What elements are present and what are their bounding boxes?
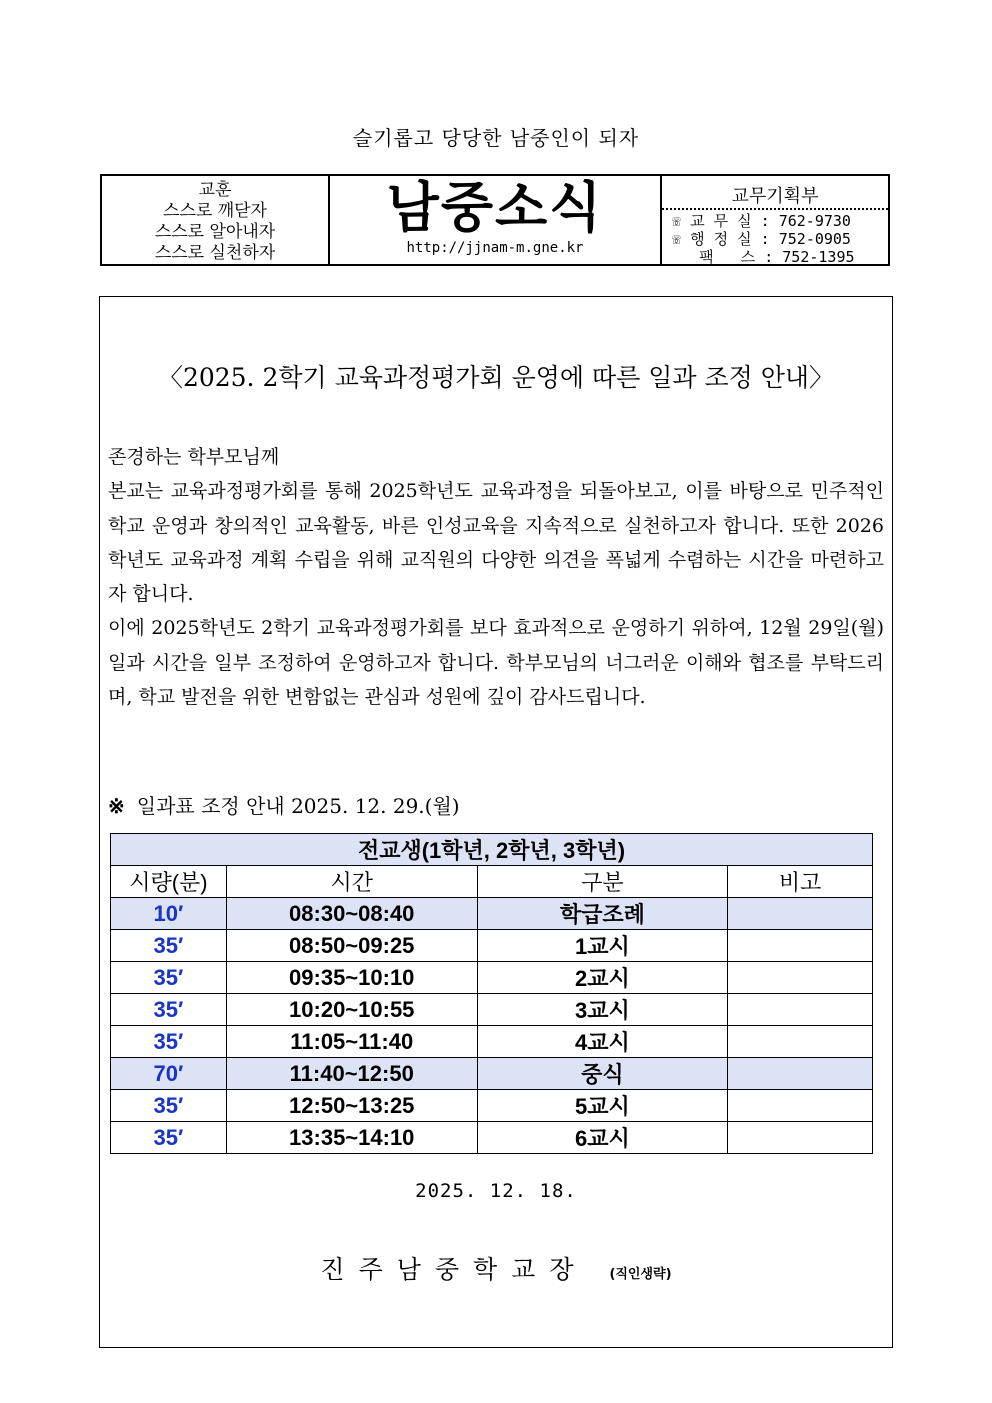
note-cell xyxy=(728,930,873,962)
category-cell: 6교시 xyxy=(477,1122,728,1154)
duration-cell: 35′ xyxy=(111,1026,227,1058)
schedule-section-heading xyxy=(108,790,460,819)
time-cell: 12:50~13:25 xyxy=(226,1090,477,1122)
motto-title: 교훈 xyxy=(198,180,232,200)
category-cell: 5교시 xyxy=(477,1090,728,1122)
duration-cell: 10′ xyxy=(111,898,227,930)
category-cell: 1교시 xyxy=(477,930,728,962)
table-row xyxy=(111,1026,873,1058)
reference-mark-icon: ※ xyxy=(108,794,125,818)
category-cell: 중식 xyxy=(477,1058,728,1090)
duration-cell: 35′ xyxy=(111,994,227,1026)
seal-note: (직인생략) xyxy=(609,1267,672,1282)
department-info xyxy=(662,176,888,264)
time-cell: 08:50~09:25 xyxy=(226,930,477,962)
duration-cell: 35′ xyxy=(111,1090,227,1122)
time-cell: 13:35~14:10 xyxy=(226,1122,477,1154)
principal-signature xyxy=(0,1250,992,1286)
time-cell: 08:30~08:40 xyxy=(226,898,477,930)
table-row xyxy=(111,1122,873,1154)
paragraph: 본교는 교육과정평가회를 통해 2025학년도 교육과정을 되돌아보고, 이를 바탕으로 민주적인 학교 운영과 창의적인 교육활동, 바른 인성교육을 지속적으로 실천하고자 합니다. 또한 2026학년도 교육과정 계획 수립을 위해 교직원의 다양한 의견을 폭넓게 수렴하는 시간을 마련하고자 합니다. xyxy=(108,480,884,606)
table-header-row xyxy=(111,866,873,898)
contact-number: 762-9730 xyxy=(778,212,851,230)
contact-list xyxy=(662,210,888,266)
column-header: 비고 xyxy=(728,866,873,898)
time-cell: 11:40~12:50 xyxy=(226,1058,477,1090)
contact-label: 교 무 실 xyxy=(690,212,752,230)
greeting: 존경하는 학부모님께 xyxy=(108,446,280,468)
schedule-table xyxy=(110,833,873,1154)
note-cell xyxy=(728,1026,873,1058)
document-title: 〈2025. 2학기 교육과정평가회 운영에 따른 일과 조정 안내〉 xyxy=(157,363,835,392)
phone-icon: ☏ xyxy=(672,230,691,248)
contact-number: 752-1395 xyxy=(782,248,855,266)
motto-line: 스스로 알아내자 xyxy=(154,222,276,242)
note-cell xyxy=(728,1058,873,1090)
column-header: 시량(분) xyxy=(111,866,227,898)
table-row xyxy=(111,898,873,930)
table-row xyxy=(111,1090,873,1122)
schedule-rows xyxy=(111,898,873,1154)
note-cell xyxy=(728,1090,873,1122)
category-cell: 4교시 xyxy=(477,1026,728,1058)
section-title: 일과표 조정 안내 2025. 12. 29.(월) xyxy=(136,794,460,818)
note-cell xyxy=(728,994,873,1026)
phone-icon: ☏ xyxy=(672,212,691,230)
note-cell xyxy=(728,1122,873,1154)
table-row xyxy=(111,994,873,1026)
school-motto xyxy=(102,176,330,264)
motto-line: 스스로 실천하자 xyxy=(154,243,276,263)
time-cell: 11:05~11:40 xyxy=(226,1026,477,1058)
category-cell: 3교시 xyxy=(477,994,728,1026)
contact-row: ☏ 행 정 실 : 752-0905 xyxy=(672,230,851,248)
table-row xyxy=(111,962,873,994)
category-cell: 학급조례 xyxy=(477,898,728,930)
column-header: 시간 xyxy=(226,866,477,898)
slogan: 슬기롭고 당당한 남중인이 되자 xyxy=(352,126,640,150)
contact-number: 752-0905 xyxy=(778,230,851,248)
duration-cell: 70′ xyxy=(111,1058,227,1090)
masthead xyxy=(330,176,662,264)
principal-name: 진주남중학교장 xyxy=(320,1255,588,1284)
contact-label: 팩 스 xyxy=(699,248,756,266)
note-cell xyxy=(728,962,873,994)
duration-cell: 35′ xyxy=(111,962,227,994)
paragraph: 이에 2025학년도 2학기 교육과정평가회를 보다 효과적으로 운영하기 위하여, 12월 29일(월) 일과 시간을 일부 조정하여 운영하고자 합니다. 학부모님의 너그러운 이해와 협조를 부탁드리며, 학교 발전을 위한 변함없는 관심과 성원에 깊이 감사드립니다. xyxy=(108,617,884,709)
table-caption-row xyxy=(111,834,873,866)
table-row xyxy=(111,930,873,962)
note-cell xyxy=(728,898,873,930)
category-cell: 2교시 xyxy=(477,962,728,994)
contact-row: 팩 스 : 752-1395 xyxy=(699,248,855,266)
column-header: 구분 xyxy=(477,866,728,898)
masthead-title: 남중소식 xyxy=(386,176,604,239)
time-cell: 10:20~10:55 xyxy=(226,994,477,1026)
document-body xyxy=(108,440,884,714)
table-caption: 전교생(1학년, 2학년, 3학년) xyxy=(111,834,873,866)
duration-cell: 35′ xyxy=(111,1122,227,1154)
contact-label: 행 정 실 xyxy=(690,230,752,248)
time-cell: 09:35~10:10 xyxy=(226,962,477,994)
motto-line: 스스로 깨닫자 xyxy=(163,201,267,221)
issue-date: 2025. 12. 18. xyxy=(415,1180,577,1202)
duration-cell: 35′ xyxy=(111,930,227,962)
contact-row: ☏ 교 무 실 : 762-9730 xyxy=(672,212,851,230)
school-url[interactable]: http://jjnam-m.gne.kr xyxy=(406,240,584,256)
department-name: 교무기획부 xyxy=(662,176,888,210)
newsletter-header xyxy=(100,174,890,266)
table-row xyxy=(111,1058,873,1090)
